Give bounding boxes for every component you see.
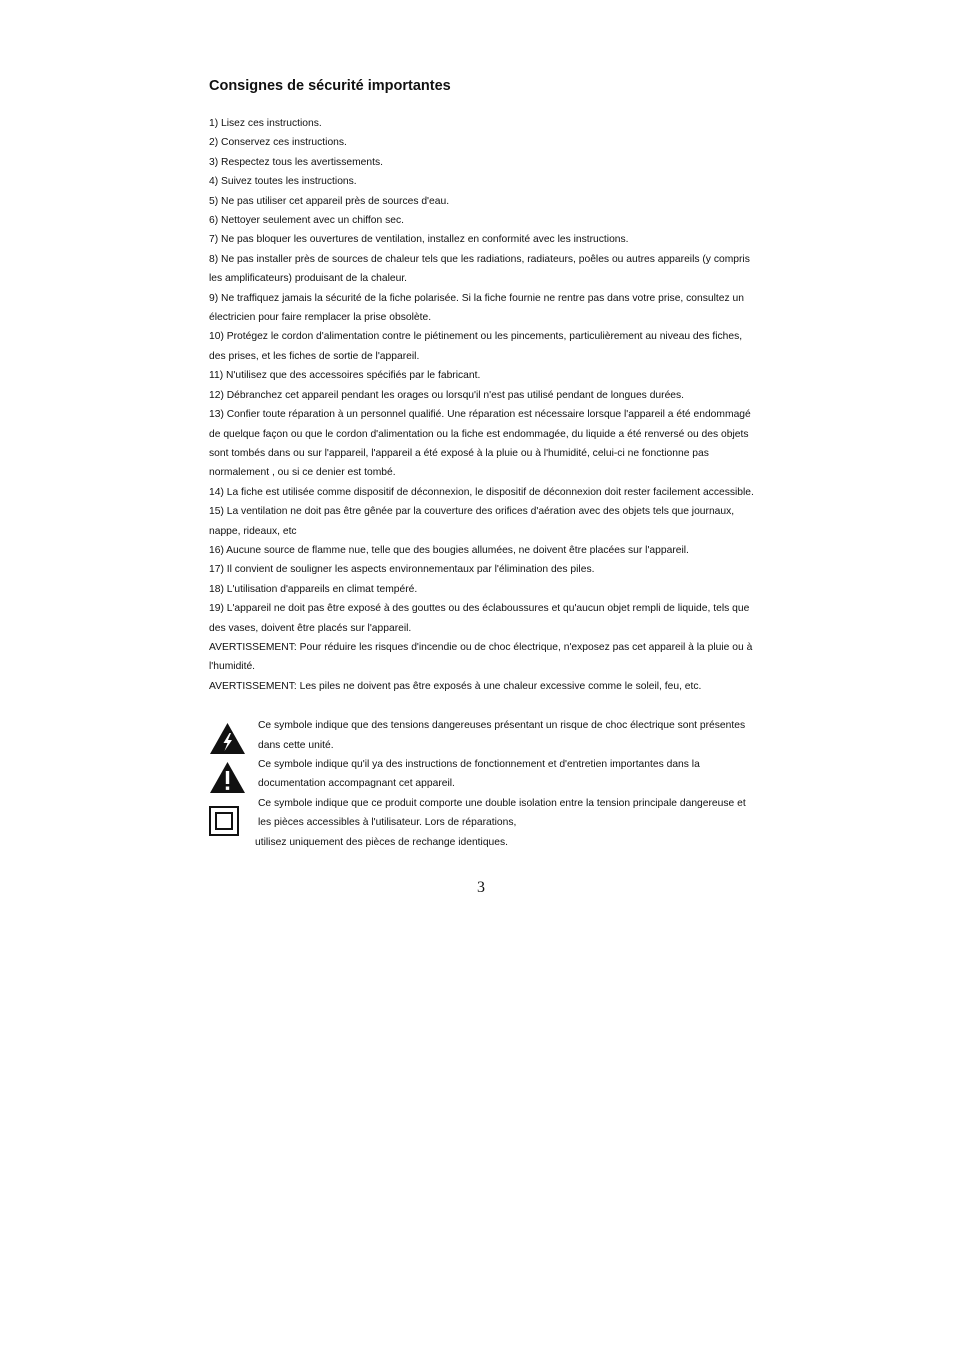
- symbols-section: [209, 716, 759, 852]
- page-number: 3: [477, 879, 485, 896]
- page-title: Consignes de sécurité importantes: [209, 78, 451, 94]
- voltage-symbol-row: [209, 716, 759, 755]
- warning-item: AVERTISSEMENT: Pour réduire les risques d'incendie ou de choc électrique, n'exposez pas cet appareil à la pluie ou à l'humidité.: [209, 641, 753, 673]
- list-item: 13) Confier toute réparation à un personnel qualifié. Une réparation est nécessaire lorsque l'appareil a été endommagé de quelque façon ou que le cordon d'alimentation ou la fiche est endommagée, du liquide a été renversé ou des objets sont tombés dans ou sur l'appareil, l'appareil a été exposé à la pluie ou à l'humidité, celui-ci ne fonctionne pas normalement , ou si ce denier est tombé.: [209, 409, 751, 479]
- instructions-symbol-row: [209, 755, 759, 794]
- instructions-symbol-text: Ce symbole indique qu'il ya des instructions de fonctionnement et d'entretien importantes dans la documentation accompagnant cet appareil.: [258, 759, 700, 790]
- list-item: 18) L'utilisation d'appareils en climat tempéré.: [209, 583, 418, 595]
- double-insulation-text: Ce symbole indique que ce produit comporte une double isolation entre la tension principale dangereuse et les pièces accessibles à l'utilisateur. Lors de réparations,: [258, 797, 746, 829]
- list-item: 15) La ventilation ne doit pas être gênée par la couverture des orifices d'aération avec des objets tels que journaux, nappe, rideaux, etc: [209, 506, 735, 537]
- list-item: 3) Respectez tous les avertissements.: [209, 156, 383, 168]
- instructions-list: [209, 114, 759, 696]
- list-item: 11) N'utilisez que des accessoires spécifiés par le fabricant.: [209, 370, 481, 382]
- voltage-symbol-text: Ce symbole indique que des tensions dangereuses présentant un risque de choc électrique sont présentes dans cette unité.: [258, 720, 746, 751]
- warning-item: AVERTISSEMENT: Les piles ne doivent pas être exposés à une chaleur excessive comme le soleil, feu, etc.: [209, 680, 702, 692]
- list-item: 17) Il convient de souligner les aspects environnementaux par l'élimination des piles.: [209, 564, 595, 576]
- list-item: 2) Conservez ces instructions.: [209, 137, 347, 149]
- list-item: 16) Aucune source de flamme nue, telle que des bougies allumées, ne doivent être placées sur l'appareil.: [209, 544, 689, 556]
- list-item: 8) Ne pas installer près de sources de chaleur tels que les radiations, radiateurs, poêles ou autres appareils (y compris les amplificateurs) produisant de la chaleur.: [209, 253, 750, 285]
- list-item: 12) Débranchez cet appareil pendant les orages ou lorsqu'il n'est pas utilisé pendant de longues durées.: [209, 389, 685, 401]
- double-insulation-icon: [209, 806, 239, 843]
- list-item: 10) Protégez le cordon d'alimentation contre le piétinement ou les pincements, particulièrement au niveau des fiches, des prises, et les fiches de sortie de l'appareil.: [209, 331, 743, 362]
- list-item: 6) Nettoyer seulement avec un chiffon sec.: [209, 215, 404, 227]
- double-insulation-row: [209, 794, 759, 833]
- list-item: 9) Ne traffiquez jamais la sécurité de la fiche polarisée. Si la fiche fournie ne rentre pas dans votre prise, consultez un électricien pour faire remplacer la prise obsolète.: [209, 292, 744, 324]
- list-item: 5) Ne pas utiliser cet appareil près de sources d'eau.: [209, 195, 450, 207]
- safety-page: [209, 76, 759, 852]
- list-item: 4) Suivez toutes les instructions.: [209, 176, 357, 188]
- double-insulation-text-cont: utilisez uniquement des pièces de rechange identiques.: [255, 836, 509, 848]
- list-item: 1) Lisez ces instructions.: [209, 118, 322, 129]
- list-item: 14) La fiche est utilisée comme dispositif de déconnexion, le dispositif de déconnexion doit rester facilement accessible.: [209, 486, 754, 498]
- list-item: 19) L'appareil ne doit pas être exposé à des gouttes ou des éclaboussures et qu'aucun objet rempli de liquide, tels que des vases, doivent être placés sur l'appareil.: [209, 603, 750, 634]
- list-item: 7) Ne pas bloquer les ouvertures de ventilation, installez en conformité avec les instructions.: [209, 234, 629, 246]
